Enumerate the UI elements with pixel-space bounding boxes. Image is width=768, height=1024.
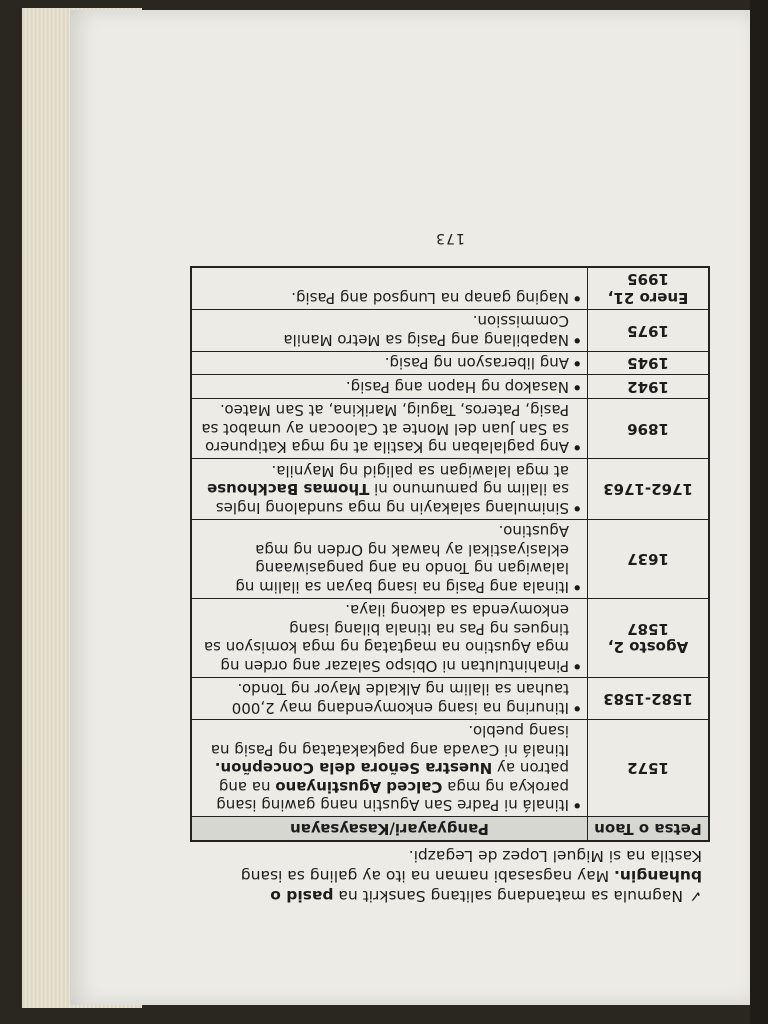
event-text: Naging ganap na Lungsod ang Pasig.	[291, 289, 569, 307]
row-event	[191, 678, 588, 720]
background-edge	[750, 0, 768, 1024]
event-text: Itinala ang Pasig na isang bayan sa ilalim ng lalawigan ng Tondo na ang pangasiwaang eklasiyastikal ay hawak ng Orden ng mga Agustino.	[235, 522, 569, 596]
event-bold: Nuestra Señora dela Concepñon.	[214, 759, 493, 778]
row-event	[191, 375, 588, 399]
event-text: at mga lalawigan sa paligid ng Maynila.	[271, 462, 569, 480]
event-text: Sinimulang salakayin ng mga sundalong Ingles sa ilalim ng pamumuno ni	[215, 480, 569, 517]
table-row	[191, 678, 709, 720]
page-number: 173	[435, 230, 465, 246]
row-year: Enero 21, 1995	[588, 267, 710, 310]
row-event	[191, 720, 588, 818]
row-event	[191, 352, 588, 376]
event-bold: Calced Agustinyano	[275, 778, 443, 796]
checkmark-icon: ✓	[689, 887, 702, 905]
row-year: 1762-1763	[588, 459, 710, 520]
row-year: Agosto 2, 1587	[588, 599, 710, 678]
row-year: 1975	[588, 310, 710, 352]
event-text: Pinahintulutan ni Obispo Salazar ang orden ng mga Agustino na magtatag ng mga komisyon sa tingues ng Pas na itinala bilang isang enkomyenda sa dakong ilaya.	[203, 601, 569, 675]
note-text-bold: pasid o buhangin.	[270, 867, 702, 905]
row-event	[191, 399, 588, 460]
event-bold: Thomas Backhouse	[207, 480, 370, 499]
row-year: 1945	[588, 352, 710, 376]
row-event	[191, 459, 588, 520]
table-row	[191, 310, 709, 352]
note-text-pre: Nagmula sa matandang salitang Sanskrit na	[333, 887, 683, 905]
table-row	[191, 267, 709, 310]
row-year: 1896	[588, 399, 710, 460]
event-text: Napabilang ang Pasig sa Metro Manila Commission.	[283, 312, 569, 349]
table-row	[191, 599, 709, 678]
event-text: Nasakop ng Hapon ang Pasig.	[345, 378, 569, 396]
upside-down-page-content	[190, 40, 710, 920]
table-row	[191, 399, 709, 460]
history-table	[190, 266, 710, 842]
table-row	[191, 459, 709, 520]
event-text: Ang paglalaban ng Kastila at ng mga Katipunero sa San Juan del Monte at Caloocan ay umabot sa Pasig, Pateros, Taguig, Marikina, at San Mateo.	[201, 401, 569, 457]
row-event	[191, 310, 588, 352]
event-text: Ang liberasyon ng Pasig.	[384, 354, 569, 373]
event-text: na ang patron ay	[218, 759, 569, 796]
event-text: Itinalá ni Padre San Agustin nang gawing isang parokya ng mga	[216, 778, 569, 815]
row-year: 1572	[588, 720, 710, 818]
intro-note	[190, 842, 710, 920]
header-event: Pangyayari/Kasaysayan	[191, 817, 588, 841]
row-year: 1942	[588, 375, 710, 399]
row-event	[191, 267, 588, 310]
note-text-post: May nagsasabi naman na ito ay galing sa isang Kastila na si Miguel Lopez de Legazpi.	[240, 847, 702, 885]
table-row	[191, 720, 709, 818]
table-header-row	[191, 817, 709, 841]
row-event	[191, 599, 588, 678]
row-event	[191, 520, 588, 599]
table-row	[191, 520, 709, 599]
table-row	[191, 352, 709, 376]
table-row	[191, 375, 709, 399]
row-year: 1637	[588, 520, 710, 599]
header-year: Petsa o Taon	[588, 817, 710, 841]
row-year: 1582-1583	[588, 678, 710, 720]
event-text: Itinuring na isang enkomyendang may 2,000 tauhan sa ilalim ng Alkalde Mayor ng Tondo.	[231, 680, 569, 717]
event-text: Itinalá ni Cavada ang pagkakatatag ng Pasig na isang pueblo.	[210, 722, 569, 759]
